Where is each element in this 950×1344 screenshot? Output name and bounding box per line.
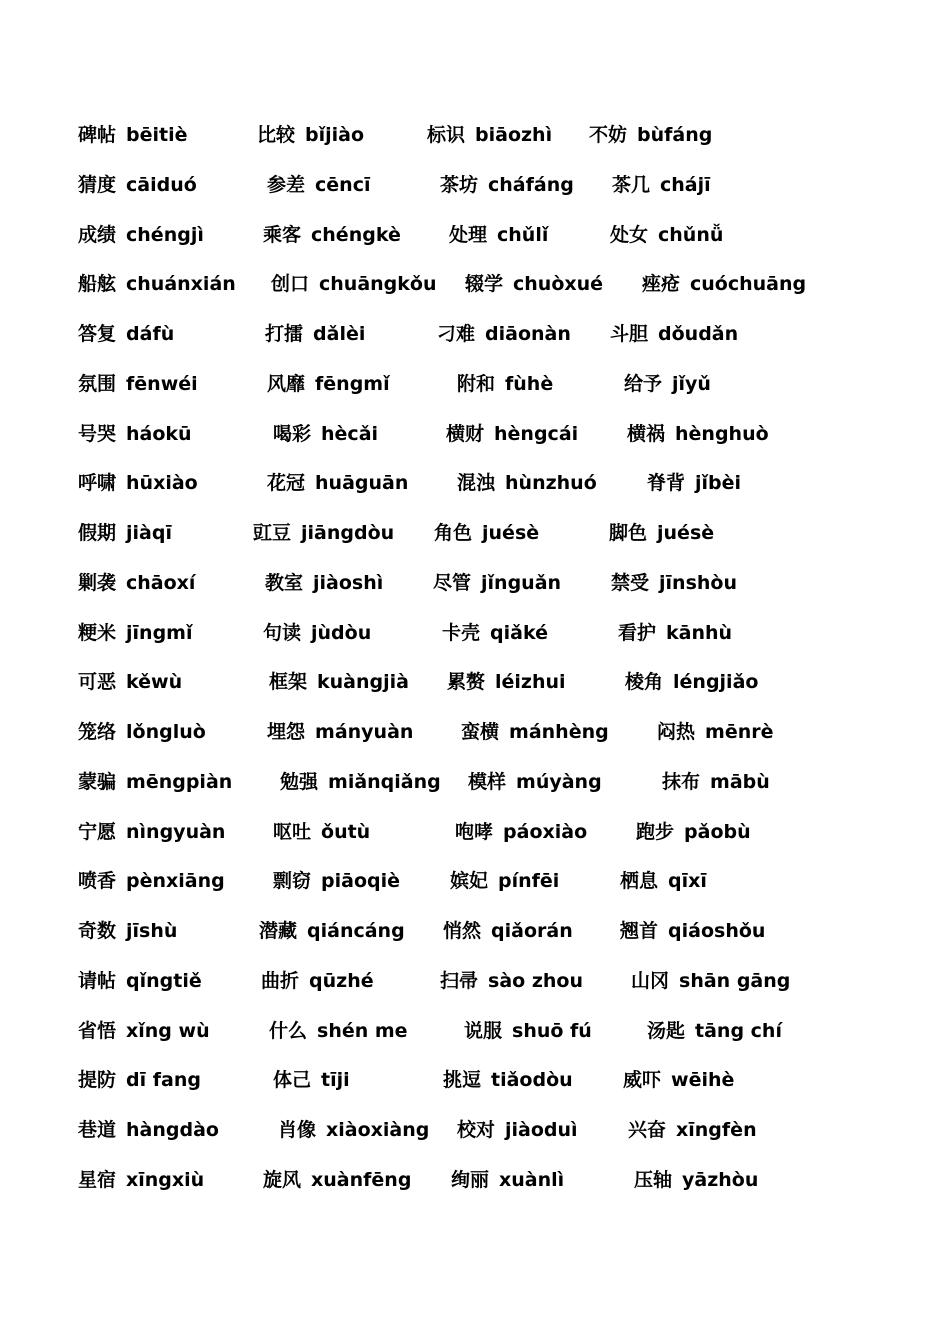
chinese-word: 咆哮 <box>455 820 494 843</box>
word-row <box>0 1165 950 1195</box>
pinyin: hùnzhuó <box>505 472 597 495</box>
word-row <box>0 518 950 548</box>
chinese-word: 巷道 <box>78 1119 117 1141</box>
pinyin: fēnwéi <box>126 372 198 395</box>
word-entry <box>269 667 409 697</box>
chinese-word: 说服 <box>464 1019 503 1042</box>
word-entry <box>620 916 765 946</box>
pinyin: shuō fú <box>512 1019 592 1042</box>
word-entry <box>657 717 773 747</box>
word-row <box>0 966 950 996</box>
word-entry <box>273 419 378 449</box>
chinese-word: 卡壳 <box>442 621 481 644</box>
pinyin: jiàoduì <box>505 1119 578 1141</box>
chinese-word: 假期 <box>78 522 117 544</box>
word-entry <box>263 220 401 250</box>
chinese-word: 句读 <box>263 621 302 644</box>
chinese-word: 模样 <box>468 770 507 793</box>
pinyin: jīnshòu <box>659 571 737 594</box>
pinyin: chájī <box>660 173 711 196</box>
word-entry <box>628 1115 757 1145</box>
chinese-word: 剿袭 <box>78 571 117 594</box>
word-entry <box>78 618 192 648</box>
chinese-word: 框架 <box>269 671 308 694</box>
word-entry <box>78 269 236 299</box>
pinyin: cuóchuāng <box>690 273 807 296</box>
word-entry <box>609 518 714 548</box>
word-entry <box>267 717 413 747</box>
pinyin: piāoqiè <box>321 870 401 893</box>
pinyin: fēngmǐ <box>315 372 390 395</box>
pinyin: kěwù <box>126 671 183 694</box>
word-entry <box>78 220 204 250</box>
word-entry <box>78 866 225 896</box>
chinese-word: 辍学 <box>465 273 504 296</box>
pinyin: tiǎodòu <box>491 1069 573 1092</box>
word-entry <box>611 568 737 598</box>
chinese-word: 答复 <box>78 323 117 345</box>
word-entry <box>78 1016 210 1046</box>
chinese-word: 处理 <box>449 223 488 246</box>
pinyin: xiàoxiàng <box>326 1119 430 1141</box>
chinese-word: 勉强 <box>280 770 319 793</box>
chinese-word: 山冈 <box>631 969 670 992</box>
word-row <box>0 369 950 399</box>
word-entry <box>612 170 711 200</box>
pinyin: múyàng <box>516 770 602 793</box>
word-row <box>0 568 950 598</box>
word-entry <box>634 1165 758 1195</box>
chinese-word: 刁难 <box>437 323 476 345</box>
pinyin: páoxiào <box>503 820 588 843</box>
pinyin: chuāngkǒu <box>319 273 437 296</box>
pinyin: qiáoshǒu <box>668 920 766 942</box>
word-entry <box>618 618 732 648</box>
pinyin: jǐbèi <box>695 472 742 495</box>
word-entry <box>449 220 548 250</box>
chinese-word: 曲折 <box>261 969 300 992</box>
pinyin: chuánxián <box>126 273 236 296</box>
word-entry <box>624 369 711 399</box>
pinyin: tīji <box>321 1069 350 1092</box>
word-entry <box>442 618 548 648</box>
chinese-word: 横祸 <box>627 422 666 445</box>
chinese-word: 跑步 <box>636 820 675 843</box>
chinese-word: 教室 <box>265 571 304 594</box>
chinese-word: 乘客 <box>263 223 302 246</box>
word-entry <box>455 817 587 847</box>
chinese-word: 什么 <box>269 1019 308 1042</box>
chinese-word: 悄然 <box>443 920 482 942</box>
pinyin: lǒngluò <box>126 721 206 743</box>
chinese-word: 不妨 <box>589 124 628 146</box>
chinese-word: 混浊 <box>457 472 496 495</box>
pinyin: pínfēi <box>498 870 560 893</box>
word-entry <box>468 767 602 797</box>
pinyin: kānhù <box>666 621 733 644</box>
chinese-word: 打擂 <box>265 323 304 345</box>
pinyin: bǐjiào <box>305 124 365 146</box>
pinyin: qiǎké <box>490 621 548 644</box>
word-entry <box>273 817 370 847</box>
pinyin: qūzhé <box>309 969 374 992</box>
pinyin: mányuàn <box>315 721 414 743</box>
word-entry <box>267 369 390 399</box>
pinyin: hènghuò <box>675 422 769 445</box>
chinese-word: 风靡 <box>267 372 306 395</box>
pinyin: hèngcái <box>494 422 579 445</box>
word-row <box>0 1115 950 1145</box>
pinyin: chǔnǚ <box>658 223 724 246</box>
pinyin: jiàoshì <box>313 571 384 594</box>
word-entry <box>78 319 174 349</box>
pinyin: dǎlèi <box>313 323 366 345</box>
pinyin: chuòxué <box>513 273 604 296</box>
word-entry <box>265 568 383 598</box>
pinyin: léizhui <box>495 671 566 694</box>
word-entry <box>253 518 394 548</box>
chinese-word: 兴奋 <box>628 1119 667 1141</box>
pinyin: nìngyuàn <box>126 820 226 843</box>
pinyin: qǐngtiě <box>126 969 202 992</box>
word-entry <box>78 966 202 996</box>
chinese-word: 成绩 <box>78 223 117 246</box>
word-entry <box>451 1165 564 1195</box>
pinyin: qiǎorán <box>491 920 573 942</box>
pinyin: cāiduó <box>126 173 197 196</box>
pinyin: xuànlì <box>499 1168 565 1191</box>
pinyin: yāzhòu <box>682 1168 759 1191</box>
word-entry <box>457 468 597 498</box>
pinyin: ǒutù <box>321 820 371 843</box>
word-entry <box>263 1165 411 1195</box>
pinyin: pǎobù <box>684 820 751 843</box>
pinyin: mābù <box>710 770 770 793</box>
chinese-word: 蛮横 <box>461 721 500 743</box>
pinyin: hūxiào <box>126 472 198 495</box>
chinese-word: 校对 <box>457 1119 496 1141</box>
word-row <box>0 120 950 150</box>
word-row <box>0 1065 950 1095</box>
word-entry <box>457 1115 578 1145</box>
pinyin: pènxiāng <box>126 870 225 893</box>
chinese-word: 号哭 <box>78 422 117 445</box>
chinese-word: 潜藏 <box>259 920 298 942</box>
word-entry <box>437 319 571 349</box>
chinese-word: 创口 <box>271 273 310 296</box>
pinyin: chāoxí <box>126 571 196 594</box>
word-row <box>0 916 950 946</box>
word-entry <box>267 468 408 498</box>
word-entry <box>447 667 566 697</box>
word-entry <box>450 866 559 896</box>
word-row <box>0 767 950 797</box>
chinese-word: 豇豆 <box>253 522 292 544</box>
word-entry <box>273 866 400 896</box>
chinese-word: 碑帖 <box>78 124 117 146</box>
pinyin: jùdòu <box>311 621 372 644</box>
word-entry <box>589 120 712 150</box>
pinyin: biāozhì <box>475 124 553 146</box>
word-entry <box>261 966 374 996</box>
pinyin: qiáncáng <box>307 920 405 942</box>
word-entry <box>78 518 172 548</box>
chinese-word: 处女 <box>610 223 649 246</box>
chinese-word: 标识 <box>427 124 466 146</box>
chinese-word: 请帖 <box>78 969 117 992</box>
word-entry <box>78 667 182 697</box>
pinyin: tāng chí <box>695 1019 782 1042</box>
chinese-word: 脚色 <box>609 522 648 544</box>
word-entry <box>78 717 206 747</box>
chinese-word: 提防 <box>78 1069 117 1092</box>
chinese-word: 呼啸 <box>78 472 117 495</box>
word-entry <box>627 419 769 449</box>
chinese-word: 剽窃 <box>273 870 312 893</box>
chinese-word: 翘首 <box>620 920 659 942</box>
chinese-word: 氛围 <box>78 372 117 395</box>
word-entry <box>78 1115 219 1145</box>
word-entry <box>465 269 603 299</box>
pinyin: dī fang <box>126 1069 201 1092</box>
word-entry <box>440 170 574 200</box>
word-entry <box>427 120 552 150</box>
word-entry <box>457 369 553 399</box>
chinese-word: 蒙骗 <box>78 770 117 793</box>
word-entry <box>273 1065 350 1095</box>
word-row <box>0 319 950 349</box>
word-entry <box>269 1016 408 1046</box>
pinyin: shān gāng <box>679 969 791 992</box>
word-entry <box>647 468 741 498</box>
chinese-word: 船舷 <box>78 273 117 296</box>
word-entry <box>265 319 365 349</box>
word-entry <box>78 369 198 399</box>
word-entry <box>78 419 192 449</box>
chinese-word: 闷热 <box>657 721 696 743</box>
chinese-word: 喷香 <box>78 870 117 893</box>
pinyin: juésè <box>482 522 540 544</box>
chinese-word: 比较 <box>257 124 296 146</box>
word-entry <box>78 120 188 150</box>
word-entry <box>78 767 232 797</box>
word-entry <box>443 916 573 946</box>
word-entry <box>78 170 197 200</box>
chinese-word: 横财 <box>446 422 485 445</box>
chinese-word: 累赘 <box>447 671 486 694</box>
word-row <box>0 220 950 250</box>
word-row <box>0 468 950 498</box>
chinese-word: 尽管 <box>433 571 472 594</box>
chinese-word: 抹布 <box>662 770 701 793</box>
pinyin: kuàngjià <box>317 671 409 694</box>
pinyin: hècǎi <box>321 422 379 445</box>
word-row <box>0 1016 950 1046</box>
chinese-word: 星宿 <box>78 1168 117 1191</box>
chinese-word: 参差 <box>267 173 306 196</box>
chinese-word: 脊背 <box>647 472 686 495</box>
word-entry <box>642 269 806 299</box>
word-row <box>0 269 950 299</box>
chinese-word: 斗胆 <box>610 323 649 345</box>
word-row <box>0 618 950 648</box>
word-entry <box>625 667 758 697</box>
word-entry <box>271 269 437 299</box>
chinese-word: 埋怨 <box>267 721 306 743</box>
pinyin: fùhè <box>505 372 554 395</box>
chinese-word: 给予 <box>624 372 663 395</box>
word-entry <box>623 1065 734 1095</box>
chinese-word: 呕吐 <box>273 820 312 843</box>
word-entry <box>78 1165 204 1195</box>
pinyin: chéngkè <box>311 223 401 246</box>
pinyin: léngjiǎo <box>673 671 759 694</box>
chinese-word: 看护 <box>618 621 657 644</box>
word-entry <box>464 1016 592 1046</box>
chinese-word: 花冠 <box>267 472 306 495</box>
pinyin: cháfáng <box>488 173 574 196</box>
chinese-word: 喝彩 <box>273 422 312 445</box>
word-row <box>0 717 950 747</box>
chinese-word: 茶几 <box>612 173 651 196</box>
pinyin: jǐnguǎn <box>481 571 562 594</box>
pinyin: jīshù <box>126 920 178 942</box>
pinyin: xīngxiù <box>126 1168 205 1191</box>
pinyin: xīngfèn <box>676 1119 757 1141</box>
pinyin: diāonàn <box>485 323 571 345</box>
chinese-word: 茶坊 <box>440 173 479 196</box>
pinyin: mēnrè <box>705 721 774 743</box>
chinese-word: 挑逗 <box>443 1069 482 1092</box>
word-entry <box>610 319 738 349</box>
word-entry <box>267 170 370 200</box>
word-row <box>0 866 950 896</box>
word-entry <box>280 767 441 797</box>
pinyin: jīngmǐ <box>126 621 193 644</box>
pinyin: jiāngdòu <box>301 522 395 544</box>
word-entry <box>620 866 707 896</box>
chinese-word: 省悟 <box>78 1019 117 1042</box>
pinyin: dáfù <box>126 323 175 345</box>
pinyin: wēihè <box>671 1069 735 1092</box>
pinyin: cēncī <box>315 173 371 196</box>
pinyin: dǒudǎn <box>658 323 739 345</box>
word-entry <box>433 568 561 598</box>
word-entry <box>278 1115 429 1145</box>
chinese-word: 痤疮 <box>642 273 681 296</box>
chinese-word: 肖像 <box>278 1119 317 1141</box>
chinese-word: 附和 <box>457 372 496 395</box>
pinyin: qīxī <box>668 870 707 893</box>
pinyin: huāguān <box>315 472 409 495</box>
word-entry <box>636 817 751 847</box>
pinyin: bùfáng <box>637 124 713 146</box>
chinese-word: 角色 <box>434 522 473 544</box>
pinyin: xuànfēng <box>311 1168 412 1191</box>
word-entry <box>78 468 198 498</box>
word-entry <box>78 817 225 847</box>
pinyin: chéngjì <box>126 223 204 246</box>
chinese-word: 压轴 <box>634 1168 673 1191</box>
word-row <box>0 817 950 847</box>
chinese-word: 绚丽 <box>451 1168 490 1191</box>
word-entry <box>263 618 371 648</box>
word-entry <box>631 966 790 996</box>
word-entry <box>434 518 539 548</box>
chinese-word: 嫔妃 <box>450 870 489 893</box>
chinese-word: 禁受 <box>611 571 650 594</box>
chinese-word: 宁愿 <box>78 820 117 843</box>
chinese-word: 栖息 <box>620 870 659 893</box>
chinese-word: 扫帚 <box>440 969 479 992</box>
pinyin: hàngdào <box>126 1119 219 1141</box>
pinyin: háokū <box>126 422 192 445</box>
word-entry <box>78 1065 201 1095</box>
pinyin: bēitiè <box>126 124 188 146</box>
pinyin: mēngpiàn <box>126 770 233 793</box>
chinese-word: 猜度 <box>78 173 117 196</box>
word-row <box>0 667 950 697</box>
pinyin: xǐng wù <box>126 1019 210 1042</box>
word-row <box>0 170 950 200</box>
word-entry <box>78 568 195 598</box>
word-entry <box>259 916 405 946</box>
chinese-word: 威吓 <box>623 1069 662 1092</box>
word-entry <box>443 1065 573 1095</box>
word-entry <box>647 1016 782 1046</box>
pinyin: shén me <box>317 1019 408 1042</box>
chinese-word: 体己 <box>273 1069 312 1092</box>
pinyin: jiàqī <box>126 522 172 544</box>
pinyin: juésè <box>657 522 715 544</box>
pinyin: chǔlǐ <box>497 223 549 246</box>
word-entry <box>461 717 609 747</box>
chinese-word: 可恶 <box>78 671 117 694</box>
pinyin: miǎnqiǎng <box>328 770 441 793</box>
word-entry <box>446 419 578 449</box>
word-entry <box>662 767 770 797</box>
word-entry <box>610 220 723 250</box>
chinese-word: 笼络 <box>78 721 117 743</box>
pinyin: sào zhou <box>488 969 583 992</box>
chinese-word: 粳米 <box>78 621 117 644</box>
word-entry <box>257 120 364 150</box>
pinyin: mánhèng <box>509 721 609 743</box>
chinese-word: 棱角 <box>625 671 664 694</box>
pinyin: jǐyǔ <box>672 372 711 395</box>
chinese-word: 旋风 <box>263 1168 302 1191</box>
word-entry <box>78 916 177 946</box>
word-entry <box>440 966 583 996</box>
chinese-word: 汤匙 <box>647 1019 686 1042</box>
chinese-word: 奇数 <box>78 920 117 942</box>
word-row <box>0 419 950 449</box>
